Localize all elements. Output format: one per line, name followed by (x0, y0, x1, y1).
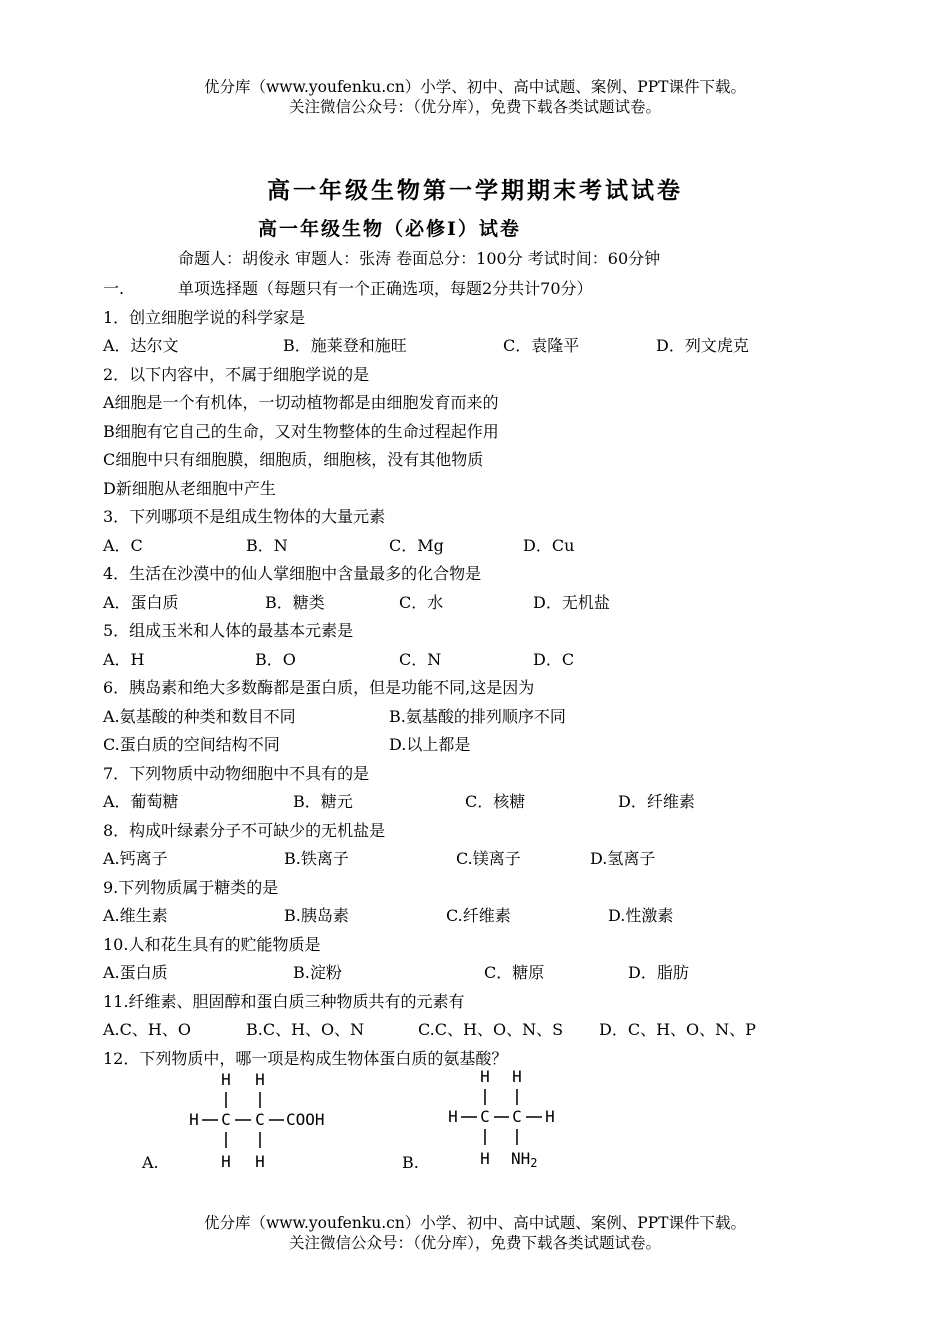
structure-a-diagram (180, 1065, 350, 1175)
footer-line-1: 优分库（www.youfenku.cn）小学、初中、高中试题、案例、PPT课件下载。 (203, 1214, 747, 1232)
option-c: C．水 (399, 592, 444, 612)
option-d: D新细胞从老细胞中产生 (103, 478, 276, 498)
question-stem: 3．下列哪项不是组成生物体的大量元素 (103, 507, 386, 526)
option-row (103, 703, 863, 732)
page-footer (0, 1213, 950, 1253)
header-line-1: 优分库（www.youfenku.cn）小学、初中、高中试题、案例、PPT课件下载。 (203, 78, 747, 96)
atom-h: H (480, 1067, 490, 1086)
option-b: B．N (246, 535, 288, 555)
option-b: B．糖类 (265, 592, 325, 612)
option-d: D.以上都是 (389, 735, 471, 754)
option-a: A．葡萄糖 (103, 792, 179, 811)
option-a: A.钙离子 (103, 849, 168, 868)
atom-c: C (221, 1110, 231, 1129)
option-row (103, 788, 863, 817)
q12-option-b-label: B. (402, 1153, 419, 1172)
question-stem: 11.纤维素、胆固醇和蛋白质三种物质共有的元素有 (103, 991, 465, 1011)
option-d: D．脂肪 (628, 963, 689, 982)
option-c: C．核糖 (465, 792, 526, 811)
question-stem: 9.下列物质属于糖类的是 (103, 877, 279, 897)
option-row (103, 1016, 863, 1045)
exam-subtitle: 高一年级生物（必修Ⅰ）试卷 (258, 218, 521, 240)
option-a: A．H (103, 649, 145, 669)
option-c: C.C、H、O、N、S (418, 1020, 564, 1039)
atom-c: C (512, 1107, 522, 1126)
section-heading (103, 275, 863, 304)
exam-body (103, 275, 863, 1073)
option-c: C．袁隆平 (503, 336, 580, 355)
option-d: D.性激素 (608, 906, 674, 925)
option-row (103, 646, 863, 675)
option-row (103, 589, 863, 618)
option-a: A．蛋白质 (103, 592, 179, 612)
question-stem: 12．下列物质中，哪一项是构成生物体蛋白质的氨基酸？ (103, 1048, 508, 1068)
question-stem: 1．创立细胞学说的科学家是 (103, 307, 306, 327)
option-c: C.蛋白质的空间结构不同 (103, 735, 280, 754)
option-row (103, 959, 863, 988)
atom-h: H (221, 1152, 231, 1171)
option-d: D．Cu (523, 535, 575, 555)
group-nh2: NH2 (511, 1149, 538, 1170)
option-b: B．施莱登和施旺 (283, 336, 407, 355)
option-d: D．无机盐 (533, 592, 610, 612)
option-c: C.纤维素 (446, 906, 511, 925)
option-c: C．Mg (389, 535, 444, 555)
option-row (103, 332, 863, 361)
page-header (0, 77, 950, 117)
option-row (103, 532, 863, 561)
atom-h: H (448, 1107, 458, 1126)
option-d: D．纤维素 (618, 792, 695, 811)
q12-structures (0, 1065, 950, 1185)
option-d: D．C (533, 649, 575, 669)
option-b: B．O (255, 649, 296, 669)
option-b: B.胰岛素 (284, 906, 349, 925)
option-b: B．糖元 (293, 792, 353, 811)
atom-h: H (189, 1110, 199, 1129)
option-c: C.镁离子 (456, 849, 521, 868)
group-cooh: COOH (286, 1110, 325, 1129)
option-c: C．糖原 (484, 963, 545, 982)
option-a: A．C (103, 535, 143, 555)
option-c: C．N (399, 649, 442, 669)
option-d: D．列文虎克 (656, 336, 749, 355)
atom-h: H (255, 1070, 265, 1089)
option-d: D．C、H、O、N、P (599, 1020, 756, 1039)
structure-b-diagram (440, 1065, 590, 1175)
option-c: C细胞中只有细胞膜，细胞质，细胞核，没有其他物质 (103, 450, 484, 469)
option-a: A细胞是一个有机体，一切动植物都是由细胞发育而来的 (103, 393, 499, 412)
option-a: A.C、H、O (103, 1020, 191, 1039)
atom-c: C (255, 1110, 265, 1129)
atom-h: H (255, 1152, 265, 1171)
option-row (103, 902, 863, 931)
question-stem: 4．生活在沙漠中的仙人掌细胞中含量最多的化合物是 (103, 564, 482, 583)
option-a: A．达尔文 (103, 336, 179, 355)
option-b: B.C、H、O、N (246, 1020, 365, 1039)
question-stem: 8．构成叶绿素分子不可缺少的无机盐是 (103, 820, 386, 840)
question-stem: 10.人和花生具有的贮能物质是 (103, 934, 321, 954)
option-b: B.淀粉 (293, 963, 342, 982)
header-line-2: 关注微信公众号：（优分库），免费下载各类试题试卷。 (288, 98, 661, 116)
option-a: A.氨基酸的种类和数目不同 (103, 706, 296, 726)
option-b: B细胞有它自己的生命，又对生物整体的生命过程起作用 (103, 421, 499, 441)
exam-meta: 命题人：胡俊永 审题人：张涛 卷面总分：100分 考试时间：60分钟 (178, 249, 661, 268)
option-row (103, 845, 863, 874)
footer-line-2: 关注微信公众号：（优分库），免费下载各类试题试卷。 (288, 1234, 661, 1252)
option-a: A.维生素 (103, 906, 168, 925)
question-stem: 7．下列物质中动物细胞中不具有的是 (103, 763, 370, 783)
option-a: A.蛋白质 (103, 963, 168, 982)
exam-title: 高一年级生物第一学期期末考试试卷 (267, 177, 683, 204)
section-title: 单项选择题（每题只有一个正确选项，每题2分共计70分） (178, 279, 593, 298)
option-d: D.氢离子 (590, 849, 656, 868)
q12-option-a-label: A. (142, 1153, 159, 1172)
atom-h: H (545, 1107, 555, 1126)
section-number: 一. (103, 279, 125, 298)
option-b: B.铁离子 (284, 849, 349, 868)
atom-h: H (512, 1067, 522, 1086)
option-row (103, 731, 863, 760)
atom-c: C (480, 1107, 490, 1126)
option-b: B.氨基酸的排列顺序不同 (389, 706, 566, 726)
question-stem: 5．组成玉米和人体的最基本元素是 (103, 621, 354, 640)
atom-h: H (221, 1070, 231, 1089)
question-stem: 6．胰岛素和绝大多数酶都是蛋白质，但是功能不同,这是因为 (103, 678, 535, 697)
atom-h: H (480, 1149, 490, 1168)
question-stem: 2．以下内容中，不属于细胞学说的是 (103, 364, 370, 384)
